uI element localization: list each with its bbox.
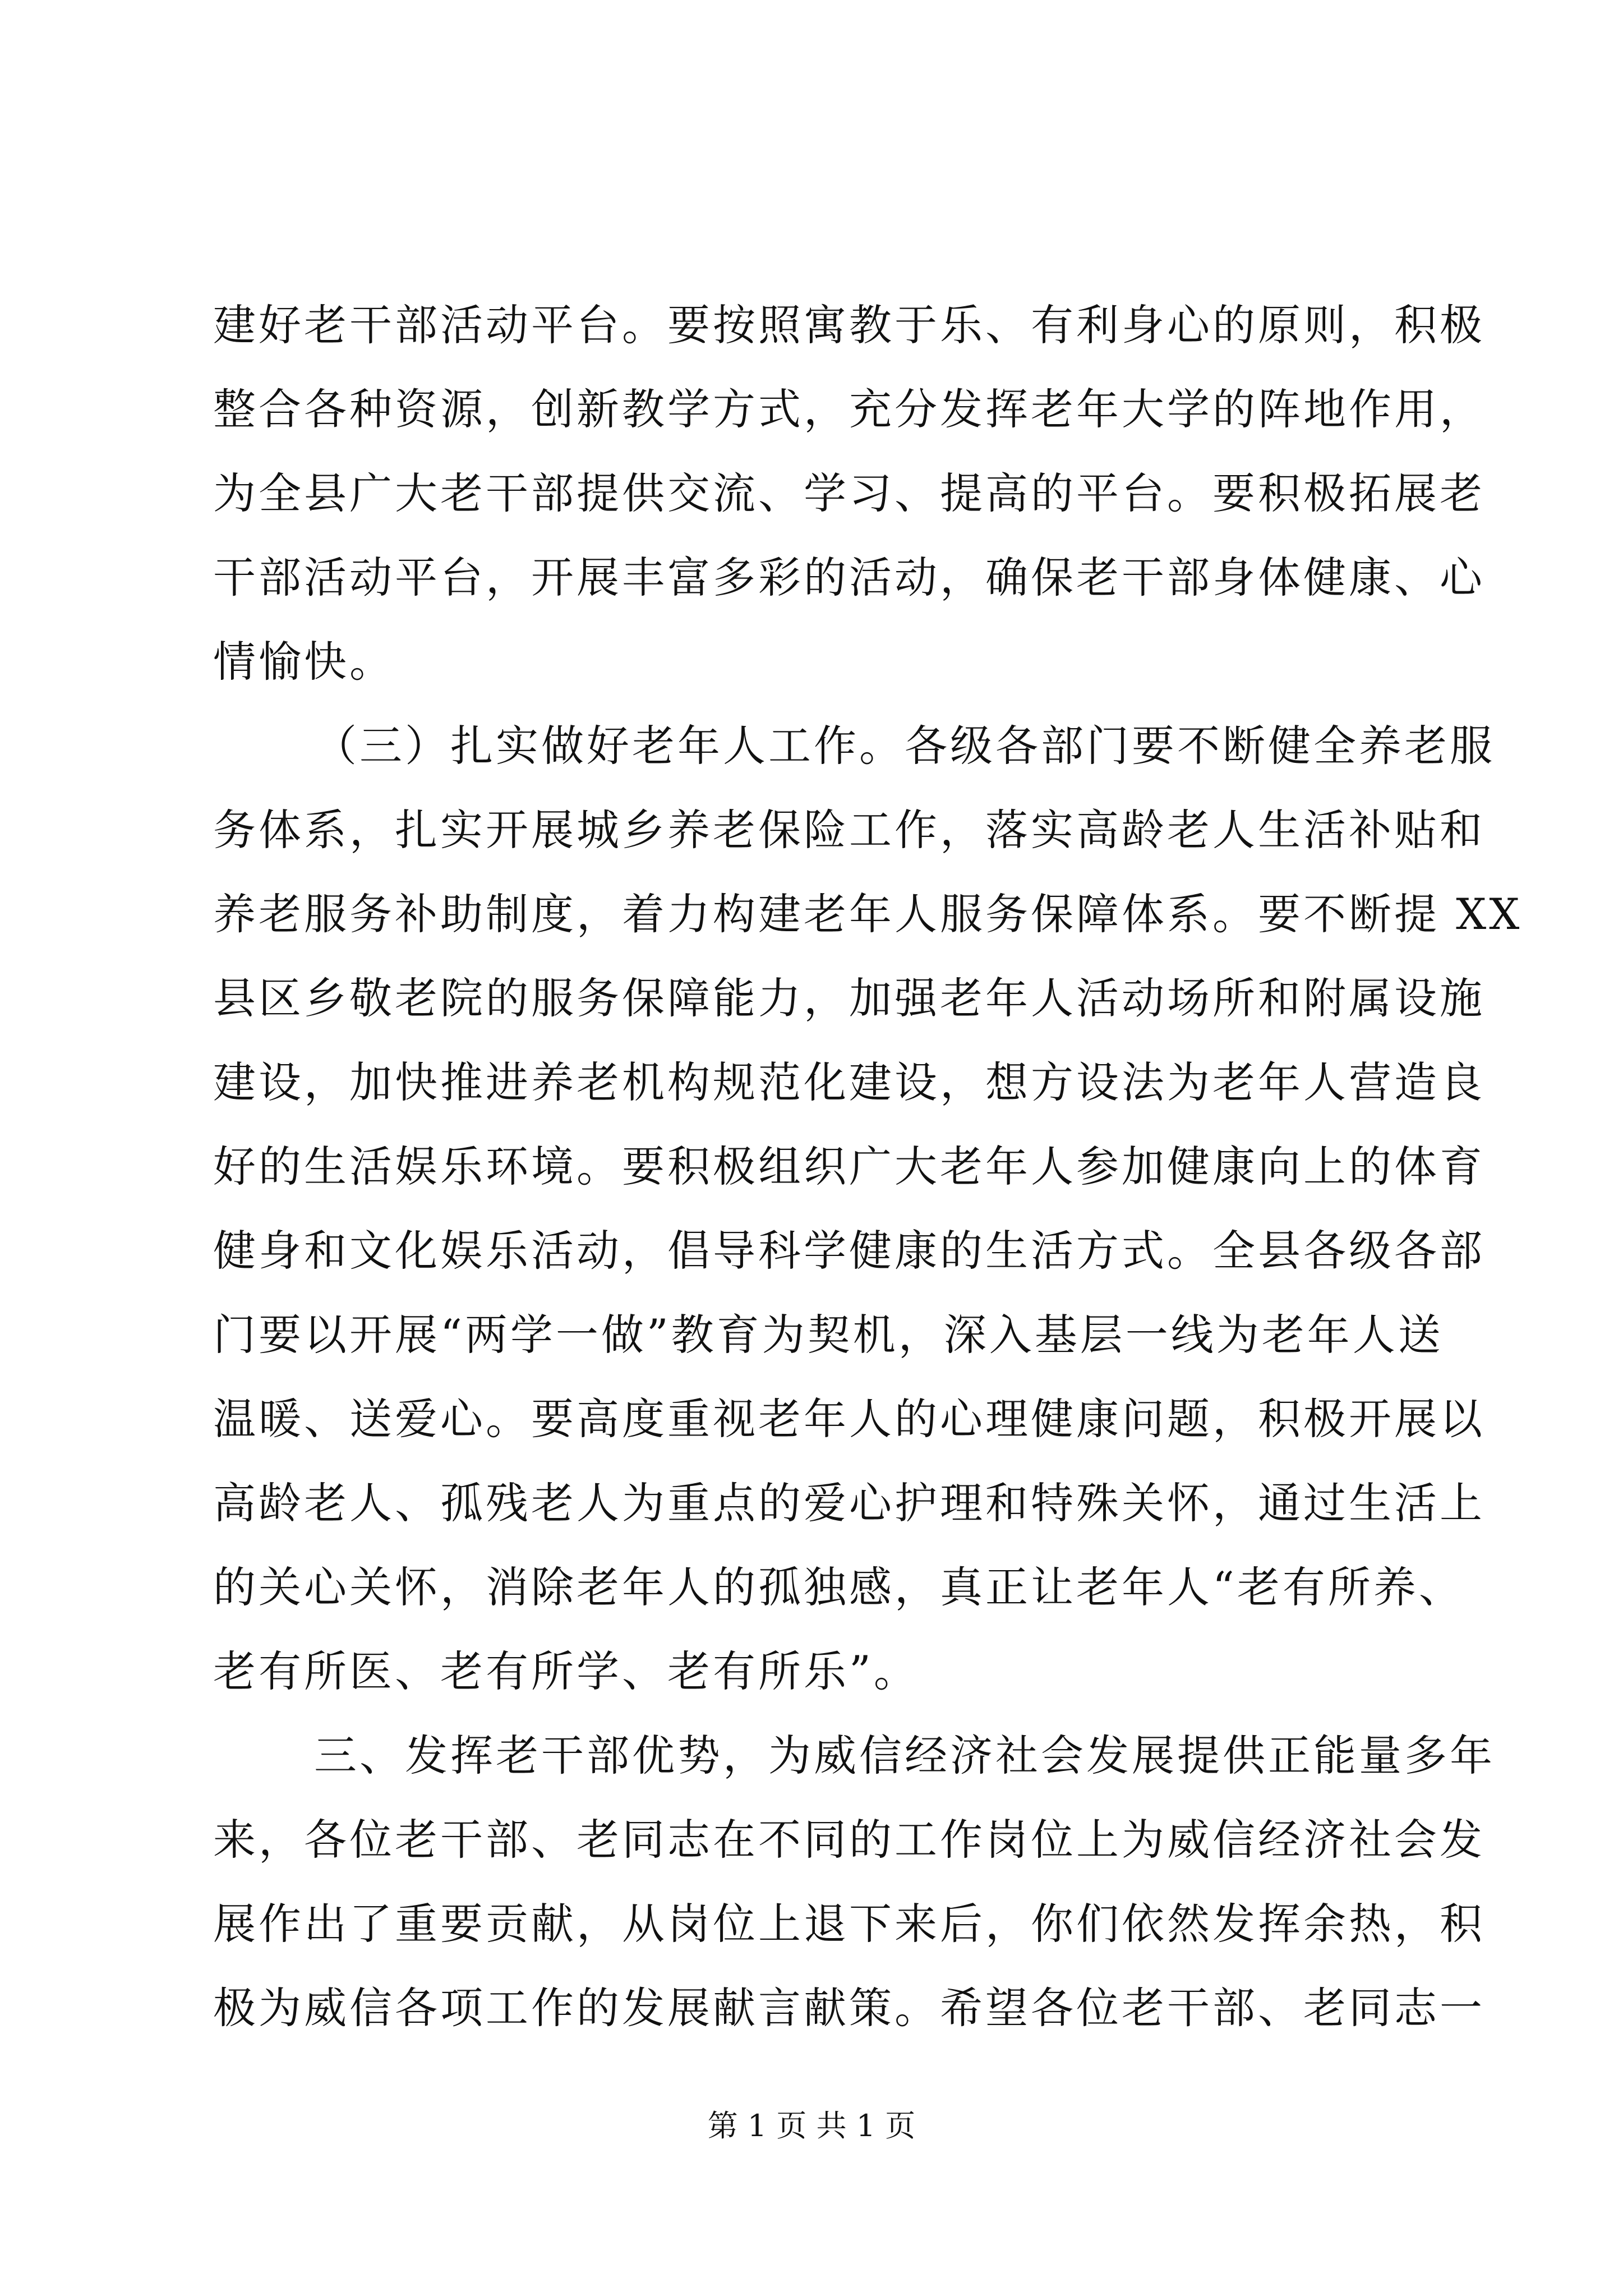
section-heading-line: 三、发挥老干部优势，为威信经济社会发展提供正能量多年 (314, 1731, 1495, 1780)
body-line: 情愉快。 (213, 637, 395, 687)
body-line: 养老服务补助制度，着力构建老年人服务保障体系。要不断提 XX (213, 889, 1523, 939)
body-line: 务体系，扎实开展城乡养老保险工作，落实高龄老人生活补贴和 (213, 805, 1485, 855)
body-line: 好的生活娱乐环境。要积极组织广大老年人参加健康向上的体育 (213, 1142, 1485, 1191)
body-line: 温暖、送爱心。要高度重视老年人的心理健康问题，积极开展以 (213, 1394, 1485, 1444)
body-line: 建好老干部活动平台。要按照寓教于乐、有利身心的原则，积极 (213, 300, 1485, 350)
page-footer: 第 1 页 共 1 页 (707, 2108, 916, 2143)
body-line: 高龄老人、孤残老人为重点的爱心护理和特殊关怀，通过生活上 (213, 1478, 1485, 1528)
body-line: 健身和文化娱乐活动，倡导科学健康的生活方式。全县各级各部 (213, 1226, 1485, 1276)
body-line: 干部活动平台，开展丰富多彩的活动，确保老干部身体健康、心 (213, 553, 1485, 602)
body-line: 建设，加快推进养老机构规范化建设，想方设法为老年人营造良 (213, 1057, 1485, 1107)
section-heading-line: （三）扎实做好老年人工作。各级各部门要不断健全养老服 (314, 721, 1495, 771)
body-line: 县区乡敬老院的服务保障能力，加强老年人活动场所和附属设施 (213, 973, 1485, 1023)
body-line: 门要以开展“两学一做”教育为契机，深入基层一线为老年人送 (213, 1310, 1444, 1360)
body-line: 极为威信各项工作的发展献言献策。希望各位老干部、老同志一 (213, 1983, 1485, 2033)
body-line: 为全县广大老干部提供交流、学习、提高的平台。要积极拓展老 (213, 468, 1485, 518)
body-line: 整合各种资源，创新教学方式，充分发挥老年大学的阵地作用， (213, 384, 1485, 434)
body-line: 老有所医、老有所学、老有所乐”。 (213, 1646, 919, 1696)
body-line: 来，各位老干部、老同志在不同的工作岗位上为威信经济社会发 (213, 1815, 1485, 1865)
body-line: 的关心关怀，消除老年人的孤独感，真正让老年人“老有所养、 (213, 1562, 1464, 1612)
body-line: 展作出了重要贡献，从岗位上退下来后，你们依然发挥余热，积 (213, 1899, 1485, 1949)
